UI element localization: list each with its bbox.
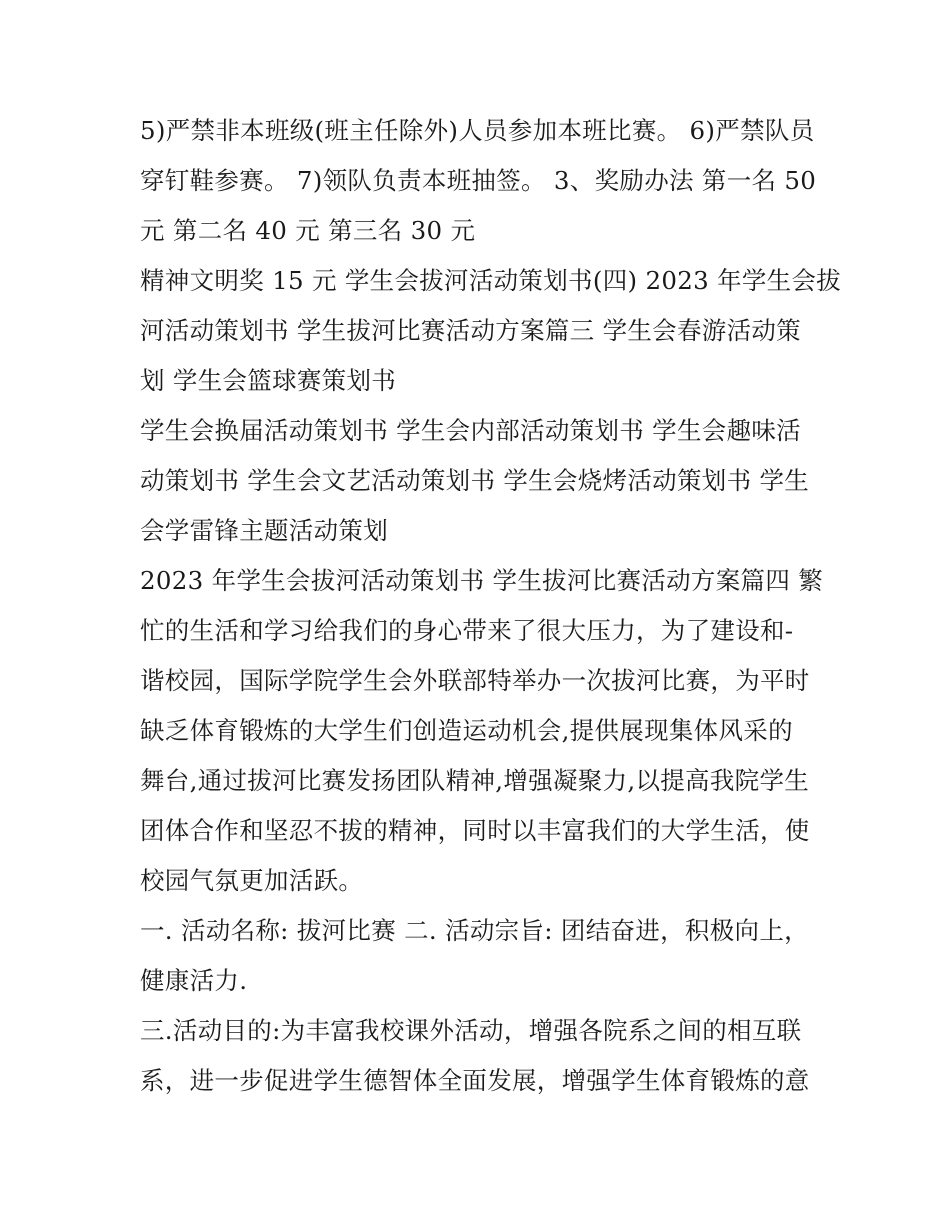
paragraph-activity-goal <box>140 1006 816 1106</box>
text-line: 元 第二名 40 元 第三名 30 元 <box>140 216 476 245</box>
paragraph-plan-four-intro <box>140 556 824 906</box>
text-line: 团体合作和坚忍不拔的精神，同时以丰富我们的大学生活，使 <box>140 816 810 845</box>
document-body <box>140 106 842 1106</box>
text-line: 会学雷锋主题活动策划 <box>140 516 388 545</box>
text-line: 健康活力. <box>140 966 248 995</box>
text-line: 忙的生活和学习给我们的身心带来了很大压力，为了建设和- <box>140 616 794 645</box>
text-line: 缺乏体育锻炼的大学生们创造运动机会,提供展现集体风采的 <box>140 716 793 745</box>
text-line: 校园气氛更加活跃。 <box>140 866 364 895</box>
paragraph-related-titles-2 <box>140 406 816 556</box>
paragraph-related-titles-1 <box>140 256 842 406</box>
text-line: 精神文明奖 15 元 学生会拔河活动策划书(四) 2023 年学生会拔 <box>140 266 842 295</box>
text-line: 河活动策划书 学生拔河比赛活动方案篇三 学生会春游活动策 <box>140 316 801 345</box>
text-line: 5)严禁非本班级(班主任除外)人员参加本班比赛。 6)严禁队员 <box>140 116 815 145</box>
text-line: 系，进一步促进学生德智体全面发展，增强学生体育锻炼的意 <box>140 1066 810 1095</box>
text-line: 学生会换届活动策划书 学生会内部活动策划书 学生会趣味活 <box>140 416 801 445</box>
text-line: 2023 年学生会拔河活动策划书 学生拔河比赛活动方案篇四 繁 <box>140 566 824 595</box>
text-line: 一. 活动名称: 拔河比赛 二. 活动宗旨: 团结奋进，积极向上， <box>140 916 809 945</box>
paragraph-activity-name-purpose <box>140 906 816 1006</box>
text-line: 三.活动目的:为丰富我校课外活动，增强各院系之间的相互联 <box>140 1016 802 1045</box>
text-line: 谐校园，国际学院学生会外联部特举办一次拔河比赛，为平时 <box>140 666 810 695</box>
text-line: 舞台,通过拔河比赛发扬团队精神,增强凝聚力,以提高我院学生 <box>140 766 810 795</box>
text-line: 动策划书 学生会文艺活动策划书 学生会烧烤活动策划书 学生 <box>140 466 810 495</box>
text-line: 穿钉鞋参赛。 7)领队负责本班抽签。 3、奖励办法 第一名 50 <box>140 166 817 195</box>
text-line: 划 学生会篮球赛策划书 <box>140 366 397 395</box>
paragraph-rules-and-rewards <box>140 106 816 256</box>
